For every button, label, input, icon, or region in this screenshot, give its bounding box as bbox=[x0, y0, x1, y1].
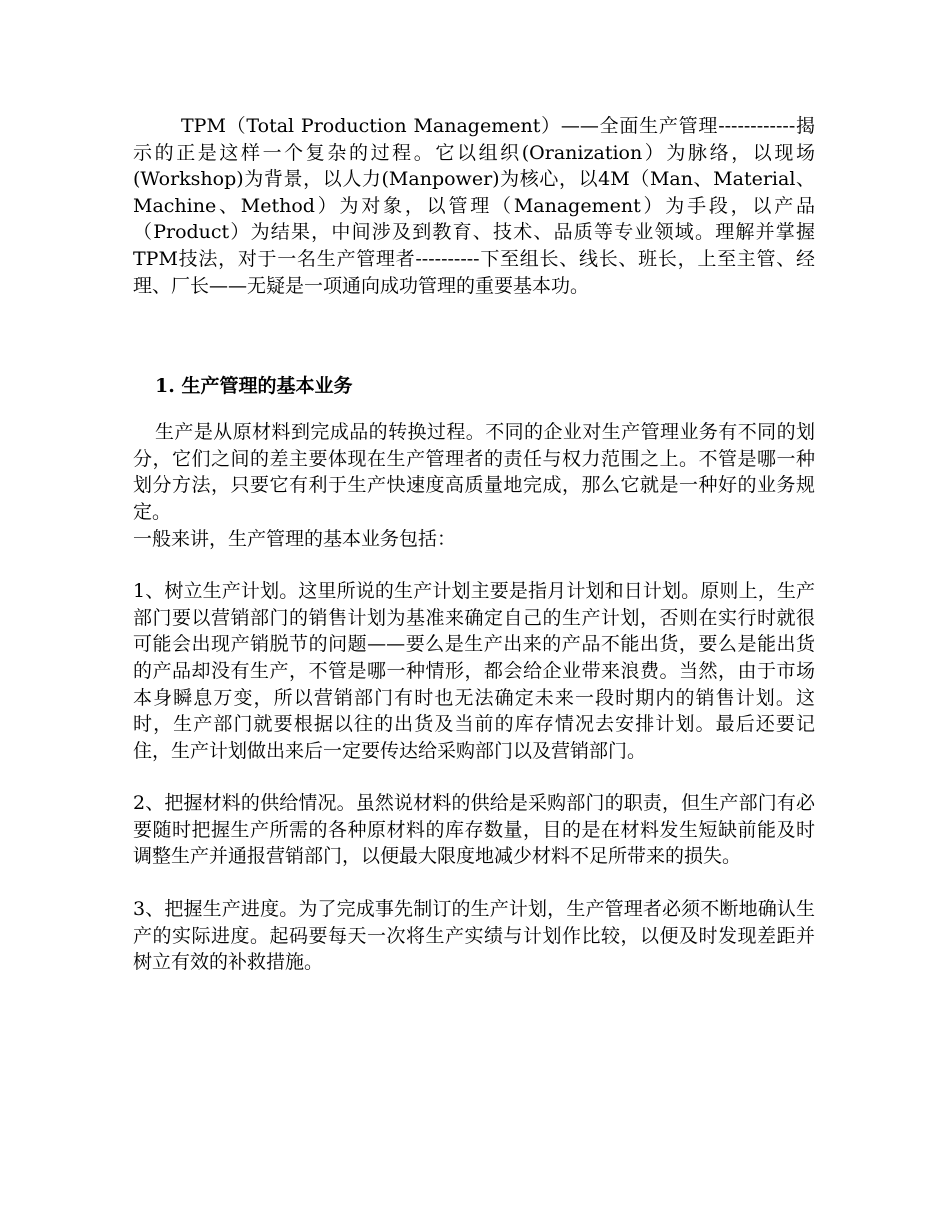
intro-paragraph: TPM（Total Production Management）——全面生产管理------------揭示的正是这样一个复杂的过程。它以组织(Oranization）为脉络，以现场(Workshop)为背景，以人力(Manpower)为核心，以4M（Man、Material、Machine、Method）为对象，以管理（Management）为手段，以产品（Product）为结果，中间涉及到教育、技术、品质等专业领域。理解并掌握TPM技法，对于一名生产管理者----------下至组长、线长、班长，上至主管、经理、厂长——无疑是一项通向成功管理的重要基本功。 bbox=[133, 115, 815, 297]
section-paragraph: 生产是从原材料到完成品的转换过程。不同的企业对生产管理业务有不同的划分，它们之间的差主要体现在生产管理者的责任与权力范围之上。不管是哪一种划分方法，只要它有利于生产快速度高质量地完成，那么它就是一种好的业务规定。 bbox=[133, 421, 815, 523]
list-item: 1、树立生产计划。这里所说的生产计划主要是指月计划和日计划。原则上，生产部门要以营销部门的销售计划为基准来确定自己的生产计划，否则在实行时就很可能会出现产销脱节的问题——要么是生产出来的产品不能出货，要么是能出货的产品却没有生产，不管是哪一种情形，都会给企业带来浪费。当然，由于市场本身瞬息万变，所以营销部门有时也无法确定未来一段时期内的销售计划。这时，生产部门就要根据以往的出货及当前的库存情况去安排计划。最后还要记住，生产计划做出来后一定要传达给采购部门以及营销部门。 bbox=[133, 580, 815, 762]
section-heading: 1. 生产管理的基本业务 bbox=[155, 375, 353, 398]
section-lead: 一般来讲，生产管理的基本业务包括： bbox=[133, 527, 457, 550]
section-paragraph-block bbox=[133, 419, 815, 525]
list-item: 2、把握材料的供给情况。虽然说材料的供给是采购部门的职责，但生产部门有必要随时把握生产所需的各种原材料的库存数量，目的是在材料发生短缺前能及时调整生产并通报营销部门，以便最大限度地减少材料不足所带来的损失。 bbox=[133, 792, 815, 868]
document-body bbox=[133, 113, 815, 976]
list-item: 3、把握生产进度。为了完成事先制订的生产计划，生产管理者必须不断地确认生产的实际进度。起码要每天一次将生产实绩与计划作比较，以便及时发现差距并树立有效的补救措施。 bbox=[133, 898, 815, 974]
